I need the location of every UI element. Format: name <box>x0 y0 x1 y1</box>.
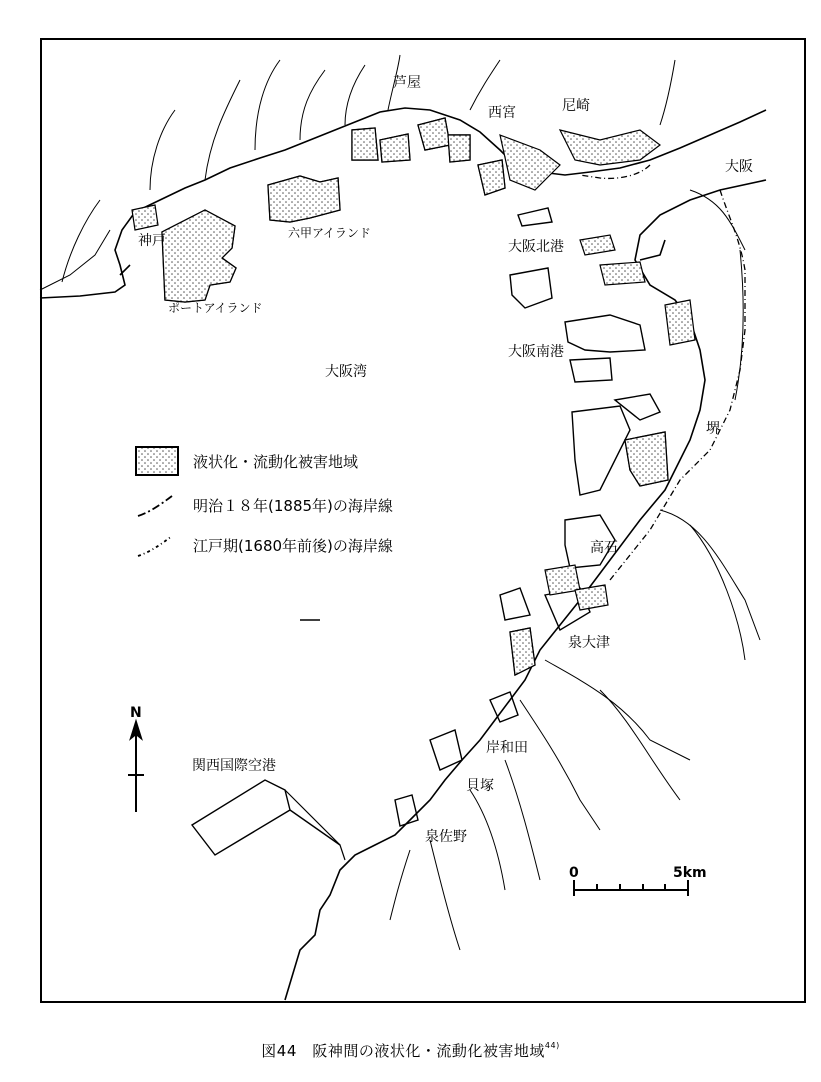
north-arrow <box>128 722 144 812</box>
label-port-island: ポートアイランド <box>168 301 263 315</box>
label-kobe: 神戸 <box>138 233 166 249</box>
label-izumisano: 泉佐野 <box>425 829 467 845</box>
rivers <box>40 55 760 950</box>
legend-meiji-line <box>138 496 172 516</box>
liquefaction-areas <box>132 118 695 675</box>
label-kansai-airport: 関西国際空港 <box>192 758 276 774</box>
label-ashiya: 芦屋 <box>393 75 421 91</box>
label-kishiwada: 岸和田 <box>486 740 528 756</box>
label-osaka-north-port: 大阪北港 <box>508 239 564 255</box>
legend-meiji-label: 明治１８年(1885年)の海岸線 <box>193 497 393 515</box>
label-osaka: 大阪 <box>725 159 753 175</box>
caption-text: 図44 阪神間の液状化・流動化被害地域 <box>261 1042 545 1060</box>
label-sakai: 堺 <box>706 421 720 437</box>
historic-coastlines <box>580 165 745 580</box>
caption-reference: 44) <box>544 1041 560 1050</box>
legend-edo-line <box>138 536 172 556</box>
north-label: N <box>130 705 142 721</box>
label-izumiotsu: 泉大津 <box>568 635 610 651</box>
scale-max-label: 5km <box>673 865 707 881</box>
legend-symbols <box>136 447 178 556</box>
label-osaka-bay: 大阪湾 <box>325 364 367 380</box>
label-kaizuka: 貝塚 <box>466 778 494 794</box>
label-osaka-south-port: 大阪南港 <box>508 344 564 360</box>
figure-caption <box>0 1040 821 1061</box>
legend-stipple-swatch <box>136 447 178 475</box>
label-nishinomiya: 西宮 <box>488 105 516 121</box>
reclaimed-land <box>162 118 668 855</box>
legend-edo-label: 江戸期(1680年前後)の海岸線 <box>193 537 393 555</box>
legend-liquefaction-label: 液状化・流動化被害地域 <box>193 453 359 471</box>
label-amagasaki: 尼崎 <box>562 98 590 114</box>
kansai-airport-bridge <box>285 790 345 860</box>
label-takaishi: 高石 <box>590 540 618 556</box>
scale-bar <box>574 880 688 896</box>
label-rokko-island: 六甲アイランド <box>288 226 371 240</box>
scale-zero-label: 0 <box>569 865 579 881</box>
